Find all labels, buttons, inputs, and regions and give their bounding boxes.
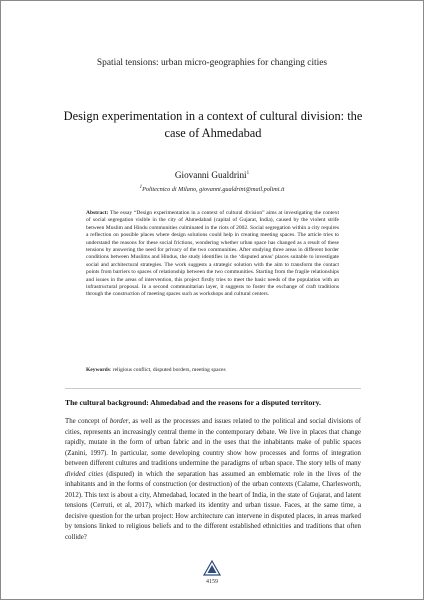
abstract-text: The essay “Design experimentation in a context of cultural division” aims at investigating the context of social segregation visible in the city of Ahmedabad (capital of Gujarat, India), caused by the violent strife between Muslim and Hindu communities culminated in the riots of 2002. Social segregation within a city requires a reflection on possible places where design solutions could help in creating meeting spaces. The article tries to understand the reasons for these social frictions, wondering whether urban space has changed as a result of these tensions by answering the need for privacy of the two communities. After studying three areas in different border conditions between Muslims and Hindus, the study identifies in the ‘disputed areas’ places suitable to investigate social and architectural strategies. The work suggests a strategic solution with the aim to transform the contact points from barriers to spaces of relationship between the two communities. Starting from the fragile relationships and issues in the areas of intervention, this project firstly tries to meet the basic needs of the population with an infrastructural proposal. In a second communitarian layer, it suggests to foster the exchange of craft traditions through the construction of meeting spaces such as workshops and cultural centers. bbox=[86, 210, 339, 298]
author-footnote-mark: 1 bbox=[246, 170, 250, 176]
section-paragraph bbox=[65, 417, 361, 543]
paper-title: Design experimentation in a context of cultural division: the case of Ahmedabad bbox=[63, 109, 363, 140]
series-title: Spatial tensions: urban micro-geographies for changing cities bbox=[96, 58, 328, 68]
conference-logo-icon bbox=[202, 560, 222, 576]
page-number: 4159 bbox=[206, 579, 218, 585]
abstract bbox=[86, 210, 339, 299]
border-term: border bbox=[109, 418, 129, 425]
abstract-label: Abstract: bbox=[86, 210, 109, 216]
paragraph-text-1: The concept of bbox=[65, 418, 110, 425]
author-line bbox=[1, 170, 423, 180]
keywords bbox=[86, 367, 339, 374]
author-name: Giovanni Gualdrini bbox=[174, 170, 247, 180]
affiliation-line bbox=[1, 185, 423, 193]
paragraph-text-3: (disputed) in which the separation has assumed an emblematic role in the lives of the inhabitants and in the forms of construction (or destruction) of the urban contexts (Calame, Charlesworth, 2012). This text is about a city, Ahmedabad, located in the heart of India, in the state of Gujarat, and latent tensions (Cerruti, et al, 2017), which marked its identity and urban tissue. Faces, at the same time, a decisive question for the urban project: How architecture can intervene in disputed places, in areas marked by tensions linked to religious beliefs and to the different established ethnicities and traditions that often collide? bbox=[65, 470, 362, 541]
section-heading: The cultural background: Ahmedabad and the reasons for a disputed territory. bbox=[65, 398, 321, 407]
affiliation: Politecnico di Milano, giovanni.gualdrini@mail.polimi.it bbox=[142, 186, 285, 194]
keywords-label: Keywords bbox=[86, 367, 110, 373]
conference-logo bbox=[1, 560, 423, 576]
divided-cities-term: divided cities bbox=[65, 470, 104, 478]
section-divider bbox=[65, 388, 361, 389]
paragraph-text-2: , as well as the processes and issues related to the political and social divisions of cities, represents an increasingly central theme in the contemporary debate. We live in places that change rapidly, mutate in the form of urban fabric and in the uses that the inhabitants make of public spaces (Zanini, 1997). In particular, some developing country show how processes and forms of integration between different cultures and traditions undermine the paradigms of urban space. The story tells of many bbox=[65, 418, 361, 467]
affiliation-footnote-mark: 1 bbox=[139, 185, 143, 190]
keywords-text: : religious conflict, disputed borders, meeting spaces bbox=[109, 367, 226, 373]
